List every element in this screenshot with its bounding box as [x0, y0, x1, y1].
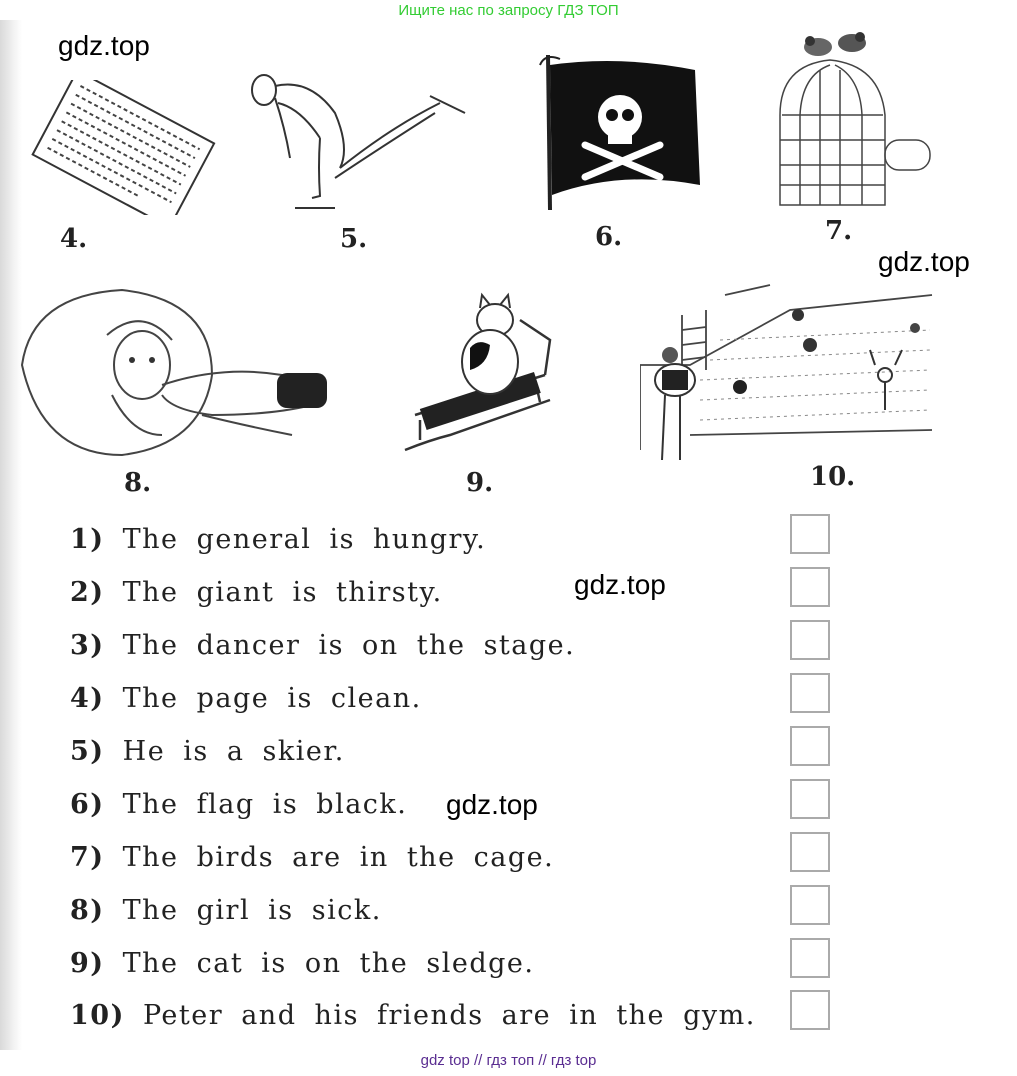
sentence-1: 1) The general is hungry. — [70, 524, 487, 555]
watermark: gdz.top — [878, 246, 970, 277]
sentence-9: 9) The cat is on the sledge. — [70, 948, 535, 979]
picture-10-pool — [640, 270, 935, 465]
sentence-4: 4) The page is clean. — [70, 683, 422, 714]
answer-box-1[interactable] — [790, 514, 830, 554]
bottom-banner[interactable]: gdz top // гдз топ // гдз top — [420, 1052, 597, 1069]
picture-number: 7. — [825, 216, 853, 246]
sentence-10: 10) Peter and his friends are in the gym. — [70, 1000, 756, 1031]
picture-9-cat-sledge — [400, 290, 560, 460]
sentence-8: 8) The girl is sick. — [70, 895, 382, 926]
answer-box-5[interactable] — [790, 726, 830, 766]
picture-4-page — [20, 80, 225, 215]
top-banner[interactable]: Ищите нас по запросу ГДЗ ТОП — [398, 2, 619, 19]
answer-box-2[interactable] — [790, 567, 830, 607]
sentence-6: 6) The flag is black. — [70, 789, 408, 820]
answer-box-3[interactable] — [790, 620, 830, 660]
picture-number: 5. — [340, 224, 368, 254]
picture-number: 4. — [60, 224, 88, 254]
picture-number: 9. — [466, 468, 494, 498]
answer-box-10[interactable] — [790, 990, 830, 1030]
sentence-5: 5) He is a skier. — [70, 736, 345, 767]
sentence-3: 3) The dancer is on the stage. — [70, 630, 576, 661]
answer-box-8[interactable] — [790, 885, 830, 925]
answer-box-7[interactable] — [790, 832, 830, 872]
watermark: gdz.top — [574, 569, 666, 600]
answer-box-4[interactable] — [790, 673, 830, 713]
page-edge-shadow — [0, 20, 22, 1050]
answer-box-9[interactable] — [790, 938, 830, 978]
picture-6-pirate-flag — [520, 45, 710, 215]
watermark: gdz.top — [446, 789, 538, 820]
picture-number: 8. — [124, 468, 152, 498]
picture-5-skater — [240, 68, 470, 216]
picture-7-birdcage — [770, 25, 940, 215]
picture-number: 6. — [595, 222, 623, 252]
sentence-7: 7) The birds are in the cage. — [70, 842, 555, 873]
picture-number: 10. — [810, 462, 856, 492]
sentence-2: 2) The giant is thirsty. — [70, 577, 443, 608]
answer-box-6[interactable] — [790, 779, 830, 819]
watermark: gdz.top — [58, 30, 150, 61]
picture-8-sick-girl — [12, 285, 337, 460]
